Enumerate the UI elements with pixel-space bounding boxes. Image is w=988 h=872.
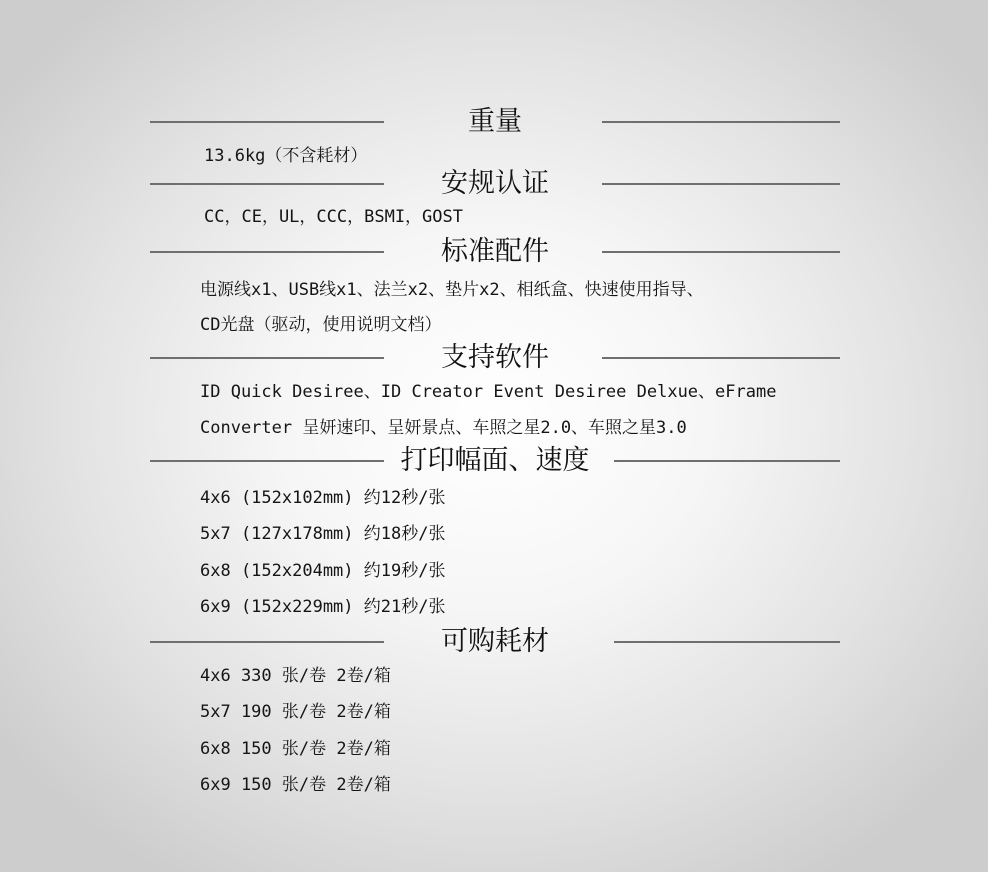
section-title: 安规认证	[441, 168, 549, 199]
print-speed-row: 6x8 (152x204mm) 约19秒/张	[200, 561, 446, 581]
section-heading-accessories	[150, 235, 840, 269]
consumable-row: 6x8 150 张/卷 2卷/箱	[200, 739, 391, 759]
weight-value: 13.6kg（不含耗材）	[204, 146, 368, 166]
consumable-row: 5x7 190 张/卷 2卷/箱	[200, 702, 391, 722]
section-heading-consumables	[150, 625, 840, 659]
section-title: 重量	[468, 106, 522, 137]
heading-rule-right	[602, 357, 840, 359]
print-speed-row: 5x7 (127x178mm) 约18秒/张	[200, 524, 446, 544]
consumable-row: 6x9 150 张/卷 2卷/箱	[200, 775, 391, 795]
heading-rule-right	[614, 460, 840, 462]
section-heading-weight	[150, 105, 840, 139]
heading-rule-right	[602, 251, 840, 253]
print-speed-row: 4x6 (152x102mm) 约12秒/张	[200, 488, 446, 508]
section-heading-print-size-speed	[150, 444, 840, 478]
heading-rule-right	[602, 121, 840, 123]
section-title: 可购耗材	[441, 626, 549, 657]
software-line-2: Converter 呈妍速印、呈妍景点、车照之星2.0、车照之星3.0	[200, 418, 687, 438]
print-speed-row: 6x9 (152x229mm) 约21秒/张	[200, 597, 446, 617]
section-heading-software	[150, 341, 840, 375]
section-heading-certification	[150, 167, 840, 201]
heading-rule-right	[614, 641, 840, 643]
software-line-1: ID Quick Desiree、ID Creator Event Desiree Delxue、eFrame	[200, 382, 777, 402]
heading-rule-right	[602, 183, 840, 185]
certification-list: CC，CE，UL，CCC，BSMI，GOST	[204, 207, 463, 227]
section-title: 标准配件	[441, 236, 549, 267]
consumable-row: 4x6 330 张/卷 2卷/箱	[200, 666, 391, 686]
accessories-line-1: 电源线x1、USB线x1、法兰x2、垫片x2、相纸盒、快速使用指导、	[200, 280, 704, 300]
section-title: 支持软件	[441, 342, 549, 373]
accessories-line-2: CD光盘（驱动，使用说明文档）	[200, 315, 442, 335]
section-title: 打印幅面、速度	[400, 445, 590, 476]
